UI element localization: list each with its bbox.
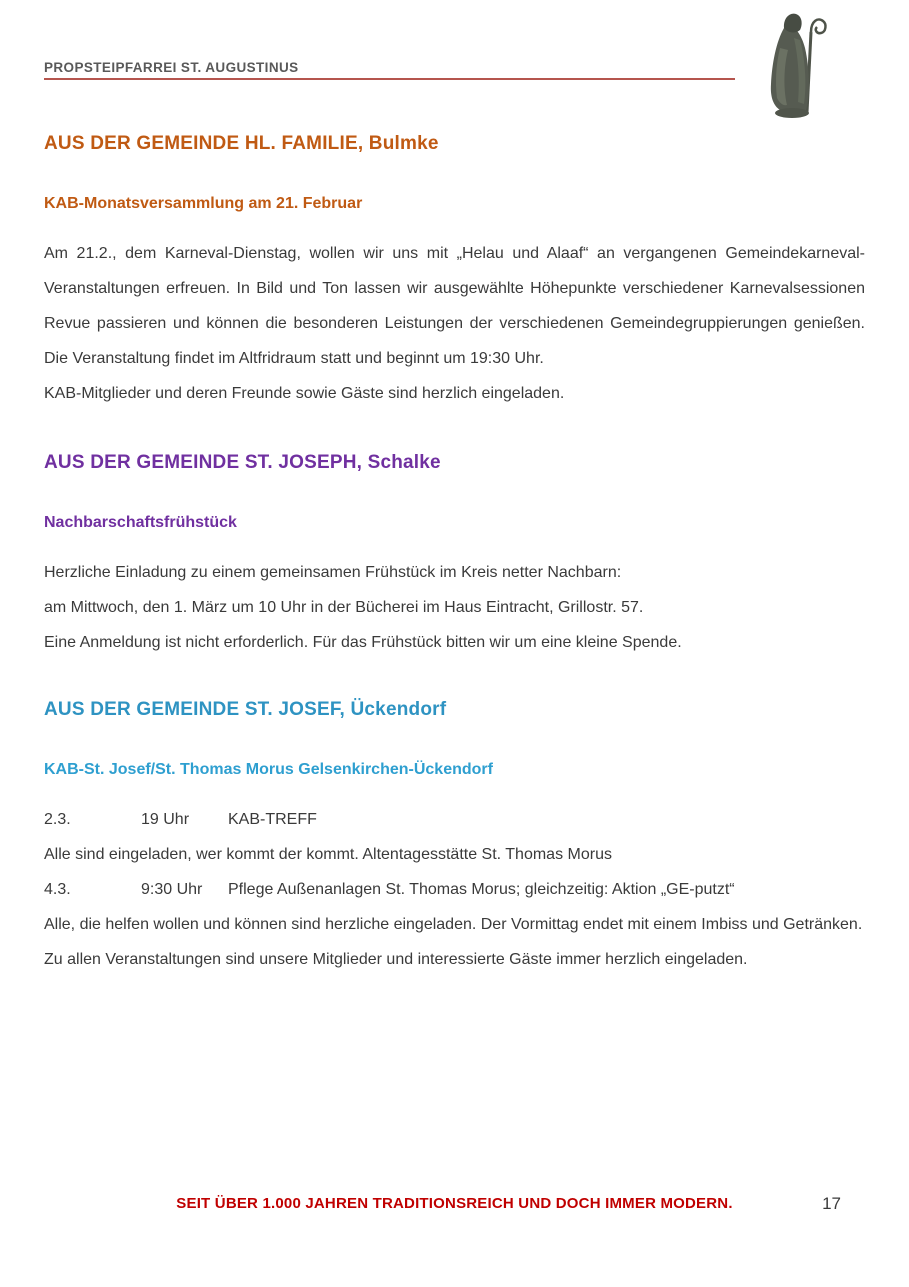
- section-heading-st-josef: AUS DER GEMEINDE ST. JOSEF, Ückendorf: [44, 699, 447, 720]
- bishop-statue-icon: [754, 8, 839, 120]
- section-st-josef-ueckendorf: [44, 698, 865, 977]
- section-heading-st-joseph: AUS DER GEMEINDE ST. JOSEPH, Schalke: [44, 452, 441, 473]
- section-hl-familie-bulmke: [44, 132, 865, 411]
- subheading-nachbarschaftsfruehstueck: Nachbarschaftsfrühstück: [44, 514, 237, 531]
- paragraph-kab-mitglieder-note: KAB-Mitglieder und deren Freunde sowie Gäste sind herzlich eingeladen.: [44, 385, 565, 402]
- fruehstueck-line-3: Eine Anmeldung ist nicht erforderlich. Für das Frühstück bitten wir um eine kleine Spende.: [44, 634, 682, 651]
- event-row-pflege: [44, 872, 865, 907]
- section-st-joseph-schalke: [44, 451, 865, 660]
- fruehstueck-line-2: am Mittwoch, den 1. März um 10 Uhr in der Bücherei im Haus Eintracht, Grillostr. 57.: [44, 599, 644, 616]
- page-header-title: PROPSTEIPFARREI ST. AUGUSTINUS: [44, 60, 299, 75]
- event-kab-treff-note: Alle sind eingeladen, wer kommt der kommt. Altentagesstätte St. Thomas Morus: [44, 846, 612, 863]
- event-time: 9:30 Uhr: [141, 881, 203, 898]
- kab-schedule: [44, 802, 865, 977]
- paragraph-karneval: Am 21.2., dem Karneval-Dienstag, wollen wir uns mit „Helau und Alaaf“ an vergangenen Gemeindekarneval-Veranstaltungen erfreuen. In Bild und Ton lassen wir ausgewählte Höhepunkte verschiedener Karnevalsessionen Revue passieren und können die besonderen Leistungen der verschiedenen Gemeindegruppierungen genießen. Die Veranstaltung findet im Altfridraum statt und beginnt um 19:30 Uhr.: [44, 245, 865, 367]
- paragraph-fruehstueck: [44, 555, 865, 660]
- event-title: Pflege Außenanlagen St. Thomas Morus; gleichzeitig: Aktion „GE-putzt“: [228, 881, 735, 898]
- page-header: [0, 0, 909, 80]
- subheading-kab-monatsversammlung: KAB-Monatsversammlung am 21. Februar: [44, 195, 363, 212]
- page-number: 17: [822, 1194, 841, 1213]
- event-time: 19 Uhr: [141, 811, 190, 828]
- event-row-kab-treff: [44, 802, 865, 837]
- closing-invitation: Zu allen Veranstaltungen sind unsere Mitglieder und interessierte Gäste immer herzlich eingeladen.: [44, 951, 748, 968]
- page-content: [0, 132, 909, 977]
- event-pflege-note: Alle, die helfen wollen und können sind herzliche eingeladen. Der Vormittag endet mit einem Imbiss und Getränken.: [44, 916, 863, 933]
- page-footer: [44, 1192, 865, 1220]
- event-date: 4.3.: [44, 881, 71, 898]
- event-title: KAB-TREFF: [228, 811, 317, 828]
- subheading-kab-st-josef: KAB-St. Josef/St. Thomas Morus Gelsenkirchen-Ückendorf: [44, 761, 493, 778]
- section-heading-hl-familie: AUS DER GEMEINDE HL. FAMILIE, Bulmke: [44, 133, 439, 154]
- fruehstueck-line-1: Herzliche Einladung zu einem gemeinsamen Frühstück im Kreis netter Nachbarn:: [44, 564, 622, 581]
- header-rule: [44, 78, 735, 80]
- event-date: 2.3.: [44, 811, 71, 828]
- footer-motto: SEIT ÜBER 1.000 JAHREN TRADITIONSREICH UND DOCH IMMER MODERN.: [176, 1195, 733, 1212]
